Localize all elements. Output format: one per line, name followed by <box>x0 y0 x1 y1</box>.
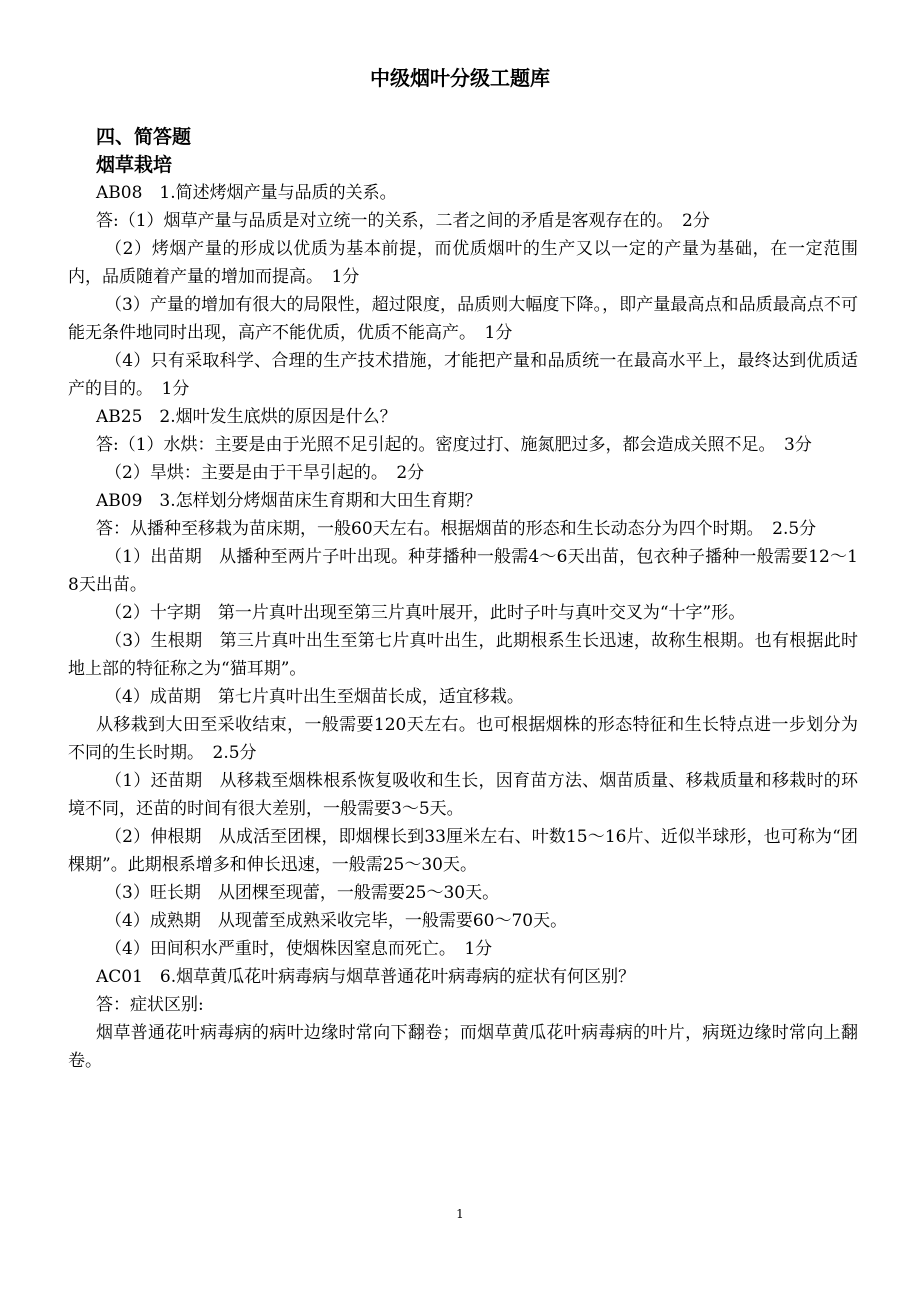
document-title: 中级烟叶分级工题库 <box>370 66 550 90</box>
paragraph: AB09 3.怎样划分烤烟苗床生育期和大田生育期？ <box>96 491 482 511</box>
paragraph: 答:（1）水烘：主要是由于光照不足引起的。密度过打、施氮肥过多，都会造成关照不足。 3分 <box>96 435 812 455</box>
paragraph: 答:（1）烟草产量与品质是对立统一的关系，二者之间的矛盾是客观存在的。 2分 <box>96 211 710 231</box>
page-number: 1 <box>456 1207 464 1221</box>
paragraph: （2）旱烘：主要是由于干旱引起的。 2分 <box>105 463 425 483</box>
paragraph: （1）还苗期 从移栽至烟株根系恢复吸收和生长，因育苗方法、烟苗质量、移栽质量和移栽时的环境不同，还苗的时间有很大差别，一般需要3～5天。 <box>68 771 858 819</box>
paragraph: （2）十字期 第一片真叶出现至第三片真叶展开，此时子叶与真叶交叉为“十字”形。 <box>105 603 746 623</box>
paragraph: 答：症状区别: <box>96 995 204 1015</box>
paragraph: （3）产量的增加有很大的局限性，超过限度，品质则大幅度下降。，即产量最高点和品质最高点不可能无条件地同时出现，高产不能优质，优质不能高产。 1分 <box>68 295 858 343</box>
paragraph: （3）生根期 第三片真叶出生至第七片真叶出生，此期根系生长迅速，故称生根期。也有根据此时地上部的特征称之为“猫耳期”。 <box>68 631 858 679</box>
paragraph: （2）伸根期 从成活至团棵，即烟棵长到33厘米左右、叶数15～16片、近似半球形，也可称为“团棵期”。此期根系增多和伸长迅速，一般需25～30天。 <box>68 827 858 875</box>
paragraph: （1）出苗期 从播种至两片子叶出现。种芽播种一般需4～6天出苗，包衣种子播种一般需要12～18天出苗。 <box>68 547 858 595</box>
paragraph: AB08 1.简述烤烟产量与品质的关系。 <box>96 183 397 203</box>
paragraph: 烟草普通花叶病毒病的病叶边缘时常向下翻卷；而烟草黄瓜花叶病毒病的叶片，病斑边缘时常向上翻卷。 <box>68 1023 858 1071</box>
paragraph: （4）田间积水严重时，使烟株因窒息而死亡。 1分 <box>105 939 493 959</box>
paragraph: （3）旺长期 从团棵至现蕾，一般需要25～30天。 <box>105 883 500 903</box>
section-heading: 四、简答题 <box>96 126 192 148</box>
paragraph: （4）成熟期 从现蕾至成熟采收完毕，一般需要60～70天。 <box>105 911 568 931</box>
paragraph: （2）烤烟产量的形成以优质为基本前提，而优质烟叶的生产又以一定的产量为基础，在一定范围内，品质随着产量的增加而提高。 1分 <box>68 239 858 287</box>
paragraph: （4）只有采取科学、合理的生产技术措施，才能把产量和品质统一在最高水平上，最终达到优质适产的目的。 1分 <box>68 351 858 399</box>
paragraph: 从移栽到大田至采收结束，一般需要120天左右。也可根据烟株的形态特征和生长特点进一步划分为不同的生长时期。 2.5分 <box>68 715 858 763</box>
paragraph: （4）成苗期 第七片真叶出生至烟苗长成，适宜移栽。 <box>105 687 524 707</box>
paragraph: AC01 6.烟草黄瓜花叶病毒病与烟草普通花叶病毒病的症状有何区别？ <box>96 967 636 987</box>
paragraph-list <box>68 179 858 1075</box>
paragraph: AB25 2.烟叶发生底烘的原因是什么？ <box>96 407 397 427</box>
paragraph: 答：从播种至移栽为苗床期，一般60天左右。根据烟苗的形态和生长动态分为四个时期。 2.5分 <box>96 519 817 539</box>
subsection-heading: 烟草栽培 <box>96 154 173 176</box>
document-body <box>68 123 858 1075</box>
